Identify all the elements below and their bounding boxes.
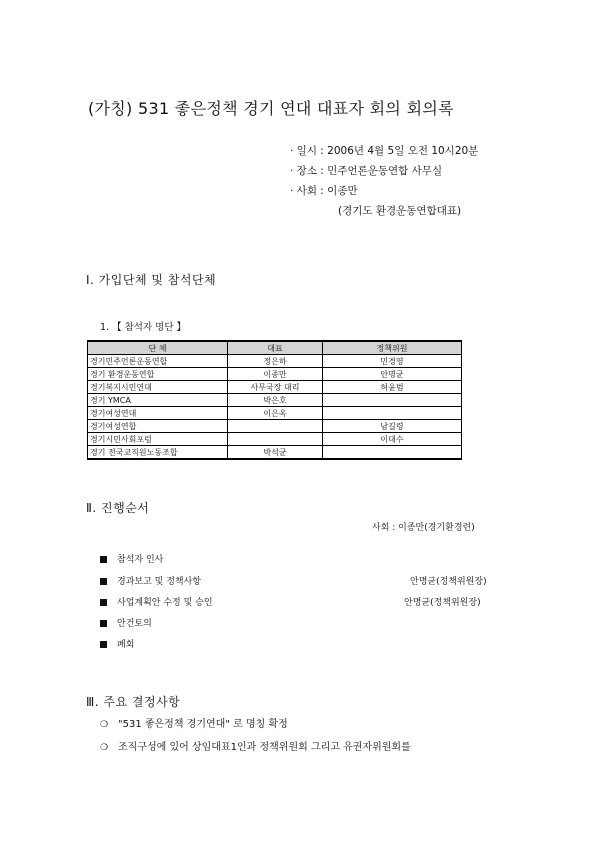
table-row [88,368,462,381]
cell-org: 경기시민사회포럼 [88,433,228,446]
cell-rep: 이은옥 [228,407,323,420]
agenda-item [100,552,163,565]
section-1-heading: Ⅰ. 가입단체 및 참석단체 [86,273,217,287]
agenda-item-person: 안명균(정책위원장) [410,577,487,587]
square-bullet-icon [100,620,107,627]
decision-text: "531 좋은정책 경기연대" 로 명칭 확정 [118,719,288,730]
cell-rep: 정은하 [228,355,323,368]
column-header-org: 단 체 [88,341,228,355]
cell-policy [323,394,462,407]
table-row [88,420,462,433]
cell-rep: 박석균 [228,446,323,460]
agenda-item [100,616,152,629]
square-bullet-icon [100,578,107,585]
attendee-list-heading: 1. 【 참석자 명단 】 [100,322,187,333]
cell-org: 경기 전국교직원노동조합 [88,446,228,460]
cell-policy [323,407,462,420]
table-row [88,394,462,407]
cell-org: 경기민주언론운동연합 [88,355,228,368]
agenda-item-label: 사업계획안 수정 및 승인 [117,598,213,608]
agenda-chair: 사회 : 이종만(경기환경련) [372,523,475,533]
agenda-item [100,595,213,608]
meeting-chair: · 사회 : 이종만 [290,185,358,197]
cell-org: 경기 YMCA [88,394,228,407]
table-row [88,433,462,446]
agenda-item-label: 안건토의 [117,619,152,629]
cell-policy: 허윤범 [323,381,462,394]
cell-policy [323,446,462,460]
cell-rep: 이종만 [228,368,323,381]
table-row [88,355,462,368]
decision-text: 조직구성에 있어 상임대표1인과 정책위원회 그리고 유권자위원회를 [118,742,411,753]
column-header-rep: 대표 [228,341,323,355]
cell-policy: 남길령 [323,420,462,433]
cell-rep [228,420,323,433]
agenda-item-person: 안명균(정책위원장) [404,598,481,608]
cell-rep: 박은호 [228,394,323,407]
agenda-item-label: 참석자 인사 [117,555,164,565]
cell-org: 경기복지시민연대 [88,381,228,394]
table-row [88,381,462,394]
cell-policy: 안명균 [323,368,462,381]
agenda-item-label: 폐회 [117,640,135,650]
square-bullet-icon [100,641,107,648]
meeting-place: · 장소 : 민주언론운동연합 사무실 [290,165,443,177]
square-bullet-icon [100,599,107,606]
section-3-heading: Ⅲ. 주요 결정사항 [86,695,181,709]
cell-org: 경기 환경운동연합 [88,368,228,381]
section-2-heading: Ⅱ. 진행순서 [86,501,150,515]
cell-policy: 이대수 [323,433,462,446]
column-header-policy: 정책위원 [323,341,462,355]
decision-item [100,715,288,730]
agenda-item [100,637,134,650]
table-row [88,407,462,420]
cell-rep: 사무국장 대리 [228,381,323,394]
table-row [88,446,462,460]
meeting-date: · 일시 : 2006년 4월 5일 오전 10시20분 [290,145,479,157]
meeting-chair-org: (경기도 환경운동연합대표) [338,205,462,217]
circle-bullet-icon: ❍ [100,720,109,730]
attendee-table [87,340,462,460]
circle-bullet-icon: ❍ [100,743,109,753]
square-bullet-icon [100,556,107,563]
agenda-item-label: 경과보고 및 정책사항 [117,577,201,587]
agenda-item [100,574,201,587]
table-header-row [88,341,462,355]
cell-org: 경기여성연대 [88,407,228,420]
decision-item [100,738,411,753]
document-title: (가칭) 531 좋은정책 경기 연대 대표자 회의 회의록 [88,99,454,118]
cell-org: 경기여성연합 [88,420,228,433]
cell-rep [228,433,323,446]
cell-policy: 민경영 [323,355,462,368]
